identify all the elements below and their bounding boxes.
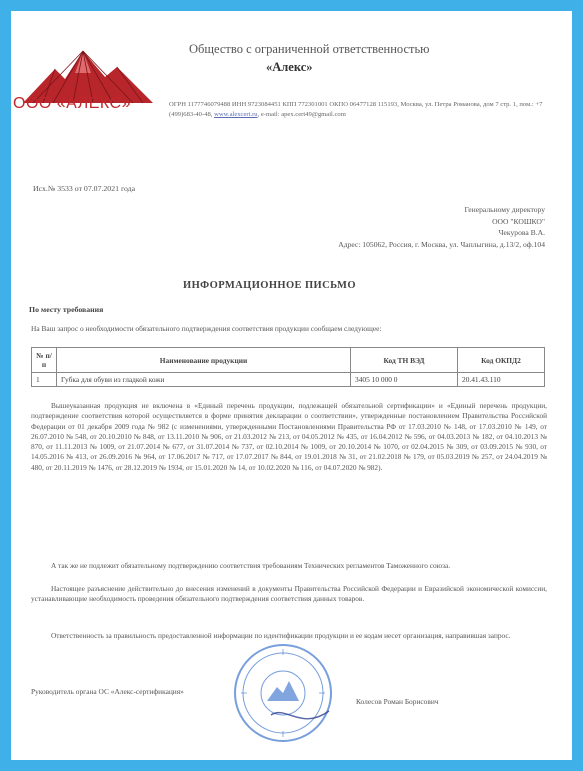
org-short-name: «Алекс» bbox=[266, 60, 313, 74]
paragraph-exclusion: Вышеуказанная продукция не включена в «Единый перечень продукции, подлежащей обязательной сертификации» и «Единый перечень продукции, подтверждение соответствия которой осуществляется в форме принятия декларации о соответствии», утвержденные постановлением Правительства Российской Федерации от 01 декабря 2009 года № 982 (с изменениями, утвержденными Постановлениями Правительства РФ от 17.03.2010 № 148, от 17.03.2010 № 149, от 26.07.2010 № 548, от 20.10.2010 № 848, от 13.11.2010 № 906, от 21.03.2012 № 213, от 04.05.2012 № 435, от 16.04.2012 № 596, от 04.03.2013 № 182, от 04.10.2013 № 870, от 11.11.2013 № 1009, от 21.07.2014 № 677, от 31.07.2014 № 737, от 02.10.2014 № 1009, от 20.10.2014 № 1070, от 02.04.2015 № 309, от 03.09.2015 № 930, от 14.05.2016 № 413, от 26.09.2016 № 964, от 17.06.2017 № 717, от 17.07.2017 № 844, от 19.01.2018 № 31, от 21.02.2018 № 179, от 05.03.2019 № 257, от 24.04.2019 № 480, от 20.11.2019 № 1476, от 28.12.2019 № 1934, от 15.01.2020 № 14, от 10.02.2020 № 116, от 04.07.2020 № 982). bbox=[31, 401, 547, 472]
cell-tnved: 3405 10 000 0 bbox=[351, 373, 458, 387]
signatory-name: Колесов Роман Борисович bbox=[356, 697, 439, 706]
col-header-tnved: Код ТН ВЭД bbox=[351, 348, 458, 373]
letter-title: ИНФОРМАЦИОННОЕ ПИСЬМО bbox=[183, 280, 356, 291]
col-header-number: № п/п bbox=[32, 348, 57, 373]
paragraph-tr-ts: А так же не подлежит обязательному подтверждению соответствия требованиям Технических регламентов Таможенного союза. bbox=[51, 561, 451, 570]
table-row bbox=[32, 373, 545, 387]
product-table bbox=[31, 347, 545, 387]
signatory-position: Руководитель органа ОС «Алекс-сертификация» bbox=[31, 687, 184, 696]
requisites bbox=[169, 100, 564, 120]
outgoing-number: Исх.№ 3533 от 07.07.2021 года bbox=[33, 184, 136, 193]
company-logo bbox=[13, 33, 161, 131]
cell-number: 1 bbox=[32, 373, 57, 387]
recipient-position: Генеральному директору bbox=[464, 205, 545, 214]
website-link[interactable]: www.alexcert.ru bbox=[214, 111, 258, 118]
recipient-person: Чекурова В.А. bbox=[498, 228, 545, 237]
org-full-name: Общество с ограниченной ответственностью bbox=[189, 42, 430, 56]
cell-okpd2: 20.41.43.110 bbox=[458, 373, 545, 387]
intro-paragraph: На Ваш запрос о необходимости обязательного подтверждения соответствия продукции сообщаем следующее: bbox=[31, 324, 382, 333]
recipient-block bbox=[185, 204, 545, 250]
recipient-address: Адрес: 105062, Россия, г. Москва, ул. Чаплыгина, д.13/2, оф.104 bbox=[338, 239, 545, 249]
letter-document bbox=[11, 11, 572, 760]
col-header-product: Наименование продукции bbox=[57, 348, 351, 373]
logo-text: ООО «АЛЕКС» bbox=[13, 95, 131, 112]
letter-subject: По месту требования bbox=[29, 305, 104, 314]
col-header-okpd2: Код ОКПД2 bbox=[458, 348, 545, 373]
paragraph-validity: Настоящее разъяснение действительно до внесения изменений в документы Правительства Российской Федерации и Евразийской экономической комиссии, устанавливающие необходимость проведения обязательного подтверждения соответствия данных товаров. bbox=[31, 584, 547, 604]
cell-product: Губка для обуви из гладкой кожи bbox=[57, 373, 351, 387]
table-header-row bbox=[32, 348, 545, 373]
email-text: , e-mail: apex.cert49@gmail.com bbox=[257, 111, 346, 118]
requisites-text: ОГРН 1177746079488 ИНН 9723084451 КПП 772301001 ОКПО 06477128 115193, Москва, ул. Петра Романова, дом 7 стр. 1, пом.: +7 (499)683-40-48, bbox=[169, 101, 543, 118]
recipient-company: ООО "КОШКО" bbox=[492, 216, 545, 226]
paragraph-responsibility: Ответственность за правильность предоставленной информации по идентификации продукции и ее кодам несет организация, направившая запрос. bbox=[51, 631, 511, 640]
company-stamp bbox=[231, 641, 335, 745]
